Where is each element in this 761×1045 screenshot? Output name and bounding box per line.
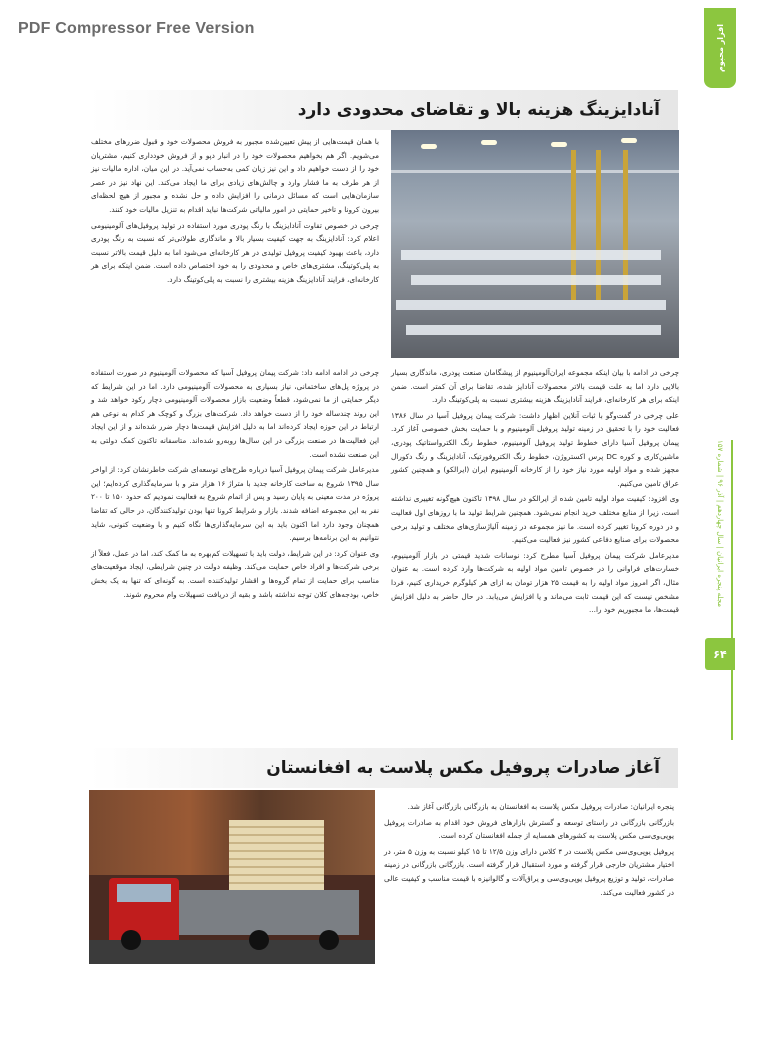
- truck-photo: [89, 790, 375, 964]
- paragraph: پنجره ایرانیان: صادرات پروفیل مکس پلاست به افغانستان به بازرگانی بازرگانی آغاز شد.: [407, 802, 674, 811]
- article1-right-column: [91, 135, 379, 289]
- paragraph: چرخی در ادامه ادامه داد: شرکت پیمان پروفیل آسیا که محصولات آلومینیوم در صورت استفاده در پروژه پل‌های ساختمانی، نیاز بسیاری به محصولات آلومینیومی دارد. اما در این شرایط که دیگر حمایتی از ما نمی‌شود، قطعاً وضعیت بازار محصولات آلومینیومی دچار رکود خواهد شد و این روند چندساله خود را از دست خواهد داد. شرکت‌های بزرگ و کوچک هر کدام به نوعی هم ارتباط در این حوزه ایجاد کرده‌اند اما به دلیل افزایش قیمت‌ها دچار ضرر شده‌اند و از این ایجاد این فعالیت‌ها در صنعت بزرگی در این سال‌ها روبه‌رو شده‌اند. متاسفانه تاکنون کمک دولتی به این صنعت نشده است.: [91, 368, 379, 459]
- article1-heading: [89, 90, 678, 130]
- article2-body: [384, 800, 674, 901]
- section-tab-label: افزار محبوم: [715, 24, 725, 72]
- page-number: ۶۴: [705, 638, 735, 670]
- article1-title: آنادایزینگ هزینه بالا و تقاضای محدودی دارد: [297, 100, 660, 120]
- paragraph: وی افزود: کیفیت مواد اولیه تامین شده از ایرالکو در سال ۱۳۹۸ تاکنون هیچ‌گونه تغییری نداشته است، زیرا از منابع مختلف خرید انجام نمی‌شود. همچنین شرایط تولید ما با روزهای اول فعالیت و در دوره کرونا تغییر کرده است. ما نیز مجموعه در زمینه آلیاژسازی‌های مختلف و تولید برخی محصولات برای صنایع دفاعی کشور نیز فعالیت می‌کنیم.: [391, 494, 679, 545]
- paragraph: پروفیل یو‌پی‌وی‌سی مکس پلاست در ۴ کلاس دارای وزن ۱۲/۵ تا ۱۵ کیلو نسبت به وزن ۵ متر، در اختیار مشتریان خارجی قرار گرفته و مورد استقبال قرار گرفته است. بازرگانی بازرگانی در زمینه صادرات، تولید و توزیع پروفیل یو‌پی‌وی‌سی و یراق‌آلات و گالوانیزه با قیمت مناسب و کیفیت عالی در کشور فعالیت می‌کند.: [384, 846, 674, 897]
- paragraph: چرخی در ادامه با بیان اینکه مجموعه ایران‌آلومینیوم از پیشگامان صنعت پودری، ماندگاری بسیار بالایی دارد اما به علت قیمت بالاتر محصولات آنادایز شده، تقاضا برای آن کمتر است. ضمن اینکه برای هر کارخانه‌ای، فرایند آنادایزینگ هزینه بیشتری نسبت به پلی‌کوتینگ دارد.: [391, 368, 679, 405]
- paragraph: وی عنوان کرد: در این شرایط، دولت باید با تسهیلات کم‌بهره به ما کمک کند، اما در عمل، فعلاً از برخی شرکت‌ها و افراد خاص حمایت می‌کند. وظیفه دولت در چنین شرایطی، ایجاد موقعیت‌های مناسب برای حمایت از تمام گروه‌ها و اقشار تولیدکننده است. به گونه‌ای که تنها به یک بخش خاص، بودجه‌های کلان توجه نداشته باشد و بقیه از دریافت تسهیلات وام محروم شوند.: [91, 548, 379, 599]
- section-tab: [704, 8, 736, 88]
- article1-left-column: [391, 366, 679, 619]
- paragraph: مدیرعامل شرکت پیمان پروفیل آسیا درباره طرح‌های توسعه‌ای شرکت خاطرنشان کرد: از اواخر سال ۱۳۹۵ شروع به ساخت کارخانه جدید با متراژ ۱۶ هزار متر و با سرمایه‌گذاری کرده‌ایم؛ این پروژه در مدت معینی به پایان رسید و پس از اتمام شروع به فعالیت نمودیم که حدود ۱۵۰ تا ۲۰۰ نفر به این مجموعه اضافه شدند. بازار و شرایط کرونا تنها بودن تولیدکنندگان، در حالی که تقاضا همچنان وجود دارد اما اکنون باید به این سرمایه‌گذاری‌ها نگاه کنیم و با وضعیت کنونی، شاید نتوانیم به این برنامه‌ها برسیم.: [91, 465, 379, 543]
- watermark-text: PDF Compressor Free Version: [18, 20, 255, 37]
- article2-heading: [89, 748, 678, 788]
- article2-title: آغاز صادرات پروفیل مکس پلاست به افغانستان: [266, 758, 660, 778]
- journal-info: [713, 440, 727, 640]
- paragraph: علی چرخی در گفت‌وگو با ثبات آنلاین اظهار داشت: شرکت پیمان پروفیل آسیا در سال ۱۳۸۶ فعالیت خود را با تحقیق در زمینه تولید پروفیل آلومینیوم و با حمایت بخش خصوصی آغاز کرد. پیمان پروفیل آسیا دارای خطوط تولید پروفیل آلومینیوم، خطوط رنگ الکترواستاتیک پودری، ماشین‌کاری و کوره DC پرس اکستروژن، خطوط رنگ الکتروفورتیک، آنادایزینگ و رنگ دکورال مجهز شده و مواد اولیه مورد نیاز خود را از کارخانه آلومینیوم ایران (ایرالکو) و همچنین کشور عراق تامین می‌کنیم.: [391, 410, 679, 488]
- factory-photo: [391, 130, 679, 358]
- journal-info-text: مجله پنجره ایرانیان | سال چهاردهم | آذر ۹۶ | شماره ۱۵۷: [716, 440, 724, 608]
- paragraph: با همان قیمت‌هایی از پیش تعیین‌شده مجبور به فروش محصولات خود و قبول ضررهای مختلف می‌شویم. اگر هم بخواهیم محصولات خود را در انبار دپو و از فروش خودداری کنیم، مشتریان خود را از دست خواهیم داد و این نیز زیان کمی به‌حساب نمی‌آید. در این میان، اداره مالیات نیز از هر طرف به ما فشار وارد و چالش‌های زیادی برای ما ایجاد می‌کند. این نهاد نیز در عصر سازمان‌هایی است که مسائل درمانی را افزایش داده و حل نشده و مجبور از هیچ لحظه‌ای بیرون کرونا و تاخیر حمایتی در امور مالیاتی شرکت‌ها نباید اقدام به تنزیل مالیات خود کنند.: [91, 137, 379, 214]
- paragraph: چرخی در خصوص تفاوت آنادایزینگ با رنگ پودری مورد استفاده در تولید پروفیل‌های آلومینیومی اعلام کرد: آنادایزینگ به جهت کیفیت بسیار بالا و ماندگاری طولانی‌تر که نسبت به رنگ پودری دارد، باعث بهبود کیفیت پروفیل تولیدی در هر کارخانه‌ای می‌شود اما به دلیل قیمت بالاتر نسبت به پلی‌کوتینگ، مشتری‌های خاص و محدودی را به خود اختصاص داده است. ضمن اینکه برای هر کارخانه‌ای، فرایند آنادایزینگ هزینه بیشتری را نسبت به پلی‌کوتینگ دارد.: [91, 220, 379, 284]
- paragraph: بازرگانی بازرگانی در راستای توسعه و گسترش بازارهای فروش خود اقدام به صادرات پروفیل یو‌پی‌وی‌سی مکس پلاست به کشورهای همسایه از جمله افغانستان کرده است.: [384, 817, 674, 841]
- paragraph: مدیرعامل شرکت پیمان پروفیل آسیا مطرح کرد: نوسانات شدید قیمتی در بازار آلومینیوم، خسارت‌های فراوانی را در خصوص تامین مواد اولیه به شرکت‌ها وارد کرده است. به عنوان مثال، اگر امروز مواد اولیه را به قیمت ۲۵ هزار تومان به ازای هر کیلوگرم خریداری کنیم، فردا مشخص نیست که این قیمت ثابت می‌ماند و یا افزایش می‌یابد. در حال حاضر به دلیل افزایش قیمت‌ها، ما مجبوریم خود را...: [391, 550, 679, 615]
- article1-bottom-column: [91, 366, 379, 603]
- side-rule: [731, 440, 733, 740]
